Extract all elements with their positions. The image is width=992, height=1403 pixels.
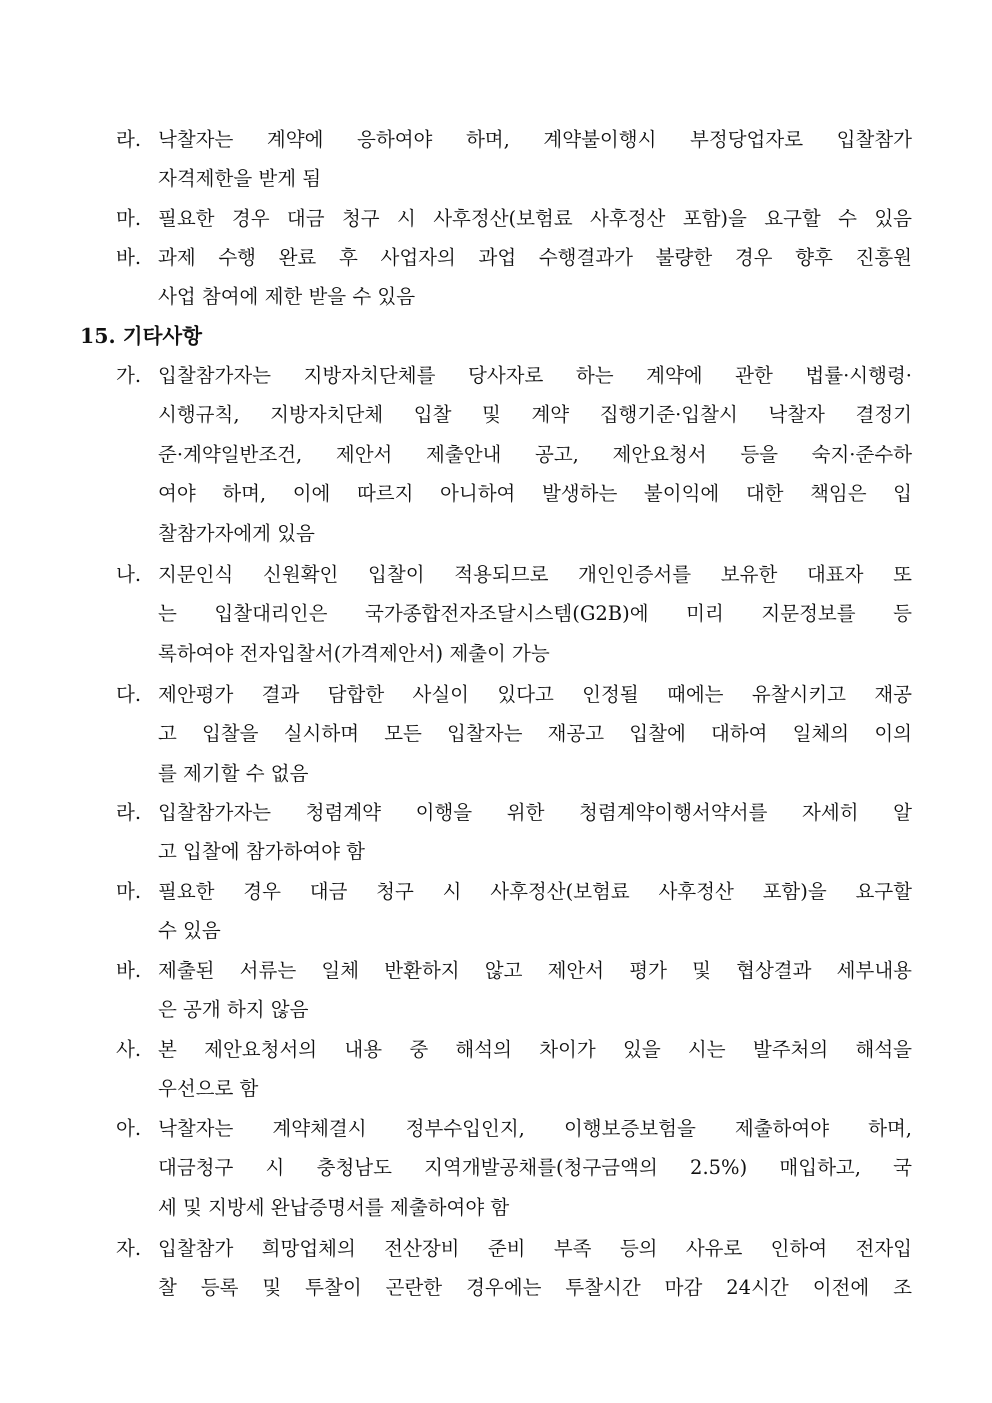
item-text-line: 입찰참가 희망업체의 전산장비 준비 부족 등의 사유로 인하여 전자입: [158, 1237, 912, 1260]
item-text-line: 우선으로 함: [158, 1077, 259, 1101]
item-text-line: 입찰참가자는 청렴계약 이행을 위한 청렴계약이행서약서를 자세히 알: [158, 801, 912, 824]
item-text-line: 자격제한을 받게 됨: [158, 167, 322, 191]
item-marker: 라.: [116, 128, 142, 151]
item-text-line: 사업 참여에 제한 받을 수 있음: [158, 285, 416, 309]
item-text-line: 는 입찰대리인은 국가종합전자조달시스템(G2B)에 미리 지문정보를 등: [158, 602, 912, 626]
item-text-line: 낙찰자는 계약에 응하여야 하며, 계약불이행시 부정당업자로 입찰참가: [158, 128, 912, 151]
item-text-line: 찰참가자에게 있음: [158, 521, 315, 545]
item-text-line: 준·계약일반조건, 제안서 제출안내 공고, 제안요청서 등을 숙지·준수하: [158, 442, 912, 466]
item-marker: 사.: [116, 1038, 142, 1061]
section-heading: 15. 기타사항: [80, 324, 203, 348]
item-text-line: 본 제안요청서의 내용 중 해석의 차이가 있을 시는 발주처의 해석을: [158, 1038, 912, 1061]
item-text-line: 제출된 서류는 일체 반환하지 않고 제안서 평가 및 협상결과 세부내용: [158, 959, 912, 982]
item-text-line: 입찰참가자는 지방자치단체를 당사자로 하는 계약에 관한 법률·시행령·: [158, 364, 912, 387]
item-text-line: 찰 등록 및 투찰이 곤란한 경우에는 투찰시간 마감 24시간 이전에 조: [158, 1276, 912, 1300]
item-text-line: 대금청구 시 충청남도 지역개발공채를(청구금액의 2.5%) 매입하고, 국: [158, 1156, 912, 1180]
item-marker: 가.: [116, 364, 142, 387]
item-text-line: 고 입찰을 실시하며 모든 입찰자는 재공고 입찰에 대하여 일체의 이의: [158, 722, 912, 746]
item-text-line: 지문인식 신원확인 입찰이 적용되므로 개인인증서를 보유한 대표자 또: [158, 563, 912, 586]
item-text-line: 고 입찰에 참가하여야 함: [158, 840, 365, 864]
item-text-line: 록하여야 전자입찰서(가격제안서) 제출이 가능: [158, 641, 550, 665]
item-marker: 나.: [116, 563, 142, 586]
item-text-line: 필요한 경우 대금 청구 시 사후정산(보험료 사후정산 포함)을 요구할 수 있음: [158, 207, 912, 230]
item-marker: 다.: [116, 683, 142, 706]
item-marker: 아.: [116, 1117, 142, 1140]
item-marker: 마.: [116, 880, 142, 903]
item-marker: 자.: [116, 1237, 142, 1260]
item-text-line: 를 제기할 수 없음: [158, 761, 309, 785]
item-text-line: 필요한 경우 대금 청구 시 사후정산(보험료 사후정산 포함)을 요구할: [158, 880, 912, 903]
item-text-line: 제안평가 결과 담합한 사실이 있다고 인정될 때에는 유찰시키고 재공: [158, 683, 912, 706]
item-marker: 바.: [116, 246, 142, 269]
item-text-line: 은 공개 하지 않음: [158, 998, 309, 1022]
item-marker: 마.: [116, 207, 142, 230]
item-text-line: 수 있음: [158, 919, 221, 943]
item-text-line: 시행규칙, 지방자치단체 입찰 및 계약 집행기준·입찰시 낙찰자 결정기: [158, 403, 912, 427]
item-text-line: 과제 수행 완료 후 사업자의 과업 수행결과가 불량한 경우 향후 진흥원: [158, 246, 912, 269]
item-text-line: 세 및 지방세 완납증명서를 제출하여야 함: [158, 1195, 510, 1219]
item-text-line: 낙찰자는 계약체결시 정부수입인지, 이행보증보험을 제출하여야 하며,: [158, 1117, 912, 1140]
item-marker: 라.: [116, 801, 142, 824]
item-marker: 바.: [116, 959, 142, 982]
item-text-line: 여야 하며, 이에 따르지 아니하여 발생하는 불이익에 대한 책임은 입: [158, 482, 912, 506]
